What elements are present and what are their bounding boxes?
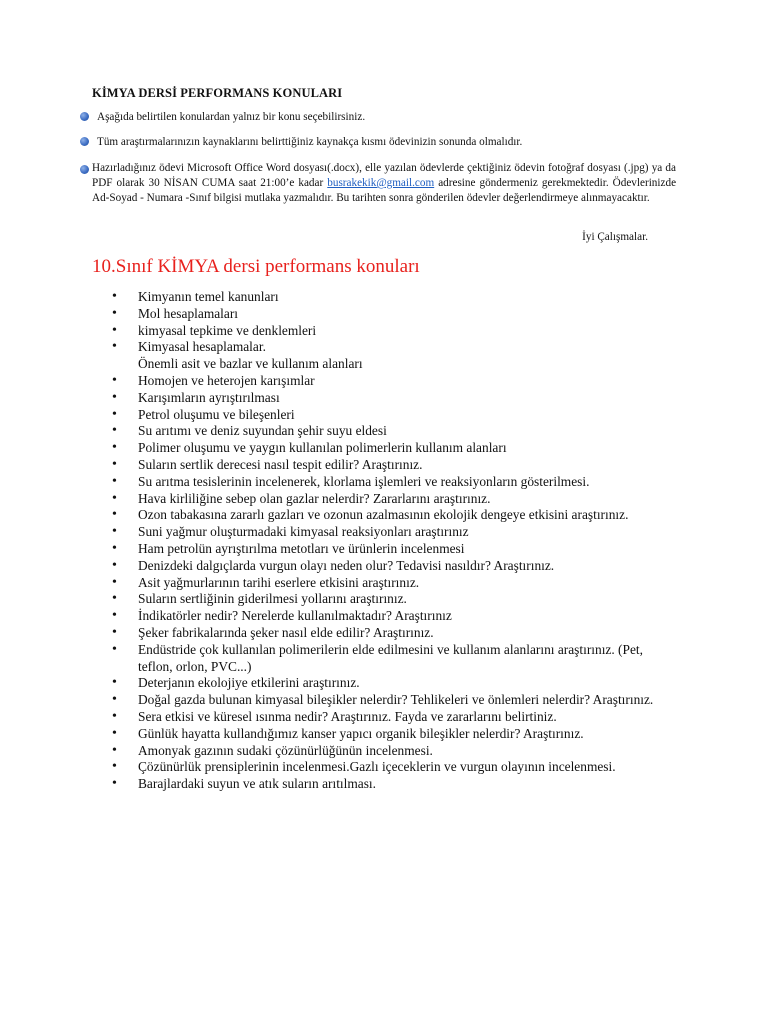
section-title: 10.Sınıf KİMYA dersi performans konuları: [92, 256, 420, 277]
topic-list-item: • Amonyak gazının sudaki çözünürlüğünün incelenmesi.: [112, 743, 672, 760]
email-link[interactable]: busrakekik@gmail.com: [327, 177, 435, 189]
topic-list: [112, 289, 672, 793]
topic-list-item: • Şeker fabrikalarında şeker nasıl elde edilir? Araştırınız.: [112, 625, 672, 642]
topic-list-item: • Deterjanın ekolojiye etkilerini araştırınız.: [112, 675, 672, 692]
topic-list-item: • Kimyanın temel kanunları: [112, 289, 672, 306]
instructions-text-after-email: adresine göndermeniz gerekmektedir. Ödevlerinizde Ad-Soyad - Numara -Sınıf bilgisi mutlaka yazmalıdır. Bu tarihten sonra gönderilen ödevler değerlendirmeye alınmayacaktır.: [92, 177, 677, 204]
topic-list-item: • Polimer oluşumu ve yaygın kullanılan polimerlerin kullanım alanları: [112, 440, 672, 457]
topic-list-item: • Homojen ve heterojen karışımlar: [112, 373, 672, 390]
topic-list-item: • Endüstride çok kullanılan polimerilerin elde edilmesini ve kullanım alanlarını araştırınız. (Pet, teflon, orlon, PVC...): [112, 642, 672, 676]
bullet-dot-icon: [80, 112, 89, 121]
topic-list-item: • kimyasal tepkime ve denklemleri: [112, 323, 672, 340]
topic-list-item: Önemli asit ve bazlar ve kullanım alanları: [138, 356, 363, 372]
topic-list-item: • Çözünürlük prensiplerinin incelenmesi.Gazlı içeceklerin ve vurgun olayının incelenmesi.: [112, 759, 672, 776]
topic-list-item: • Sera etkisi ve küresel ısınma nedir? Araştırınız. Fayda ve zararlarını belirtiniz.: [112, 709, 672, 726]
topic-list-item: • Hava kirliliğine sebep olan gazlar nelerdir? Zararlarını araştırınız.: [112, 491, 672, 508]
info-line-choose-topic: [80, 110, 680, 125]
topic-list-item: • Günlük hayatta kullandığımız kanser yapıcı organik bileşikler nelerdir? Araştırınız.: [112, 726, 672, 743]
topic-list-item: • İndikatörler nedir? Nerelerde kullanılmaktadır? Araştırınız: [112, 608, 672, 625]
topic-list-item: • Su arıtımı ve deniz suyundan şehir suyu eldesi: [112, 423, 672, 440]
topic-list-item: • Suların sertlik derecesi nasıl tespit edilir? Araştırınız.: [112, 457, 672, 474]
document-heading: KİMYA DERSİ PERFORMANS KONULARI: [92, 86, 343, 100]
topic-list-item: • Suların sertliğinin giderilmesi yollarını araştırınız.: [112, 591, 672, 608]
topic-list-item: • Barajlardaki suyun ve atık suların arıtılması.: [112, 776, 672, 793]
topic-list-item: • Ozon tabakasına zararlı gazları ve ozonun azalmasının ekolojik dengeye etkisini araştırınız.: [112, 507, 672, 524]
bullet-dot-icon: [80, 165, 89, 174]
topic-list-item: • Asit yağmurlarının tarihi eserlere etkisini araştırınız.: [112, 575, 672, 592]
topic-list-item: • Petrol oluşumu ve bileşenleri: [112, 407, 672, 424]
topic-list-item: • Denizdeki dalgıçlarda vurgun olayı neden olur? Tedavisi nasıldır? Araştırınız.: [112, 558, 672, 575]
topic-list-item: • Su arıtma tesislerinin incelenerek, klorlama işlemleri ve reaksiyonların gösterilmesi.: [112, 474, 672, 491]
info-text: Tüm araştırmalarınızın kaynaklarını belirttiğiniz kaynakça kısmı ödevinizin sonunda olmalıdır.: [97, 136, 523, 148]
info-text: Aşağıda belirtilen konulardan yalnız bir konu seçebilirsiniz.: [97, 111, 366, 123]
topic-list-item: • Ham petrolün ayrıştırılma metotları ve ürünlerin incelenmesi: [112, 541, 672, 558]
instructions-text-before-email: Hazırladığınız ödevi Microsoft Office Word dosyası(.docx), elle yazılan ödevlerde çektiğiniz ödevin fotoğraf dosyası (.jpg) ya da PDF olarak 30 NİSAN CUMA saat 21:00’e kadar: [92, 162, 676, 189]
topic-list-item: • Suni yağmur oluşturmadaki kimyasal reaksiyonları araştırınız: [112, 524, 672, 541]
submission-instructions: [92, 161, 676, 206]
signoff-text: İyi Çalışmalar.: [582, 231, 648, 243]
topic-list-item: • Kimyasal hesaplamalar.: [112, 339, 672, 356]
topic-list-item: • Karışımların ayrıştırılması: [112, 390, 672, 407]
topic-list-item: • Mol hesaplamaları: [112, 306, 672, 323]
info-line-sources: [80, 135, 680, 150]
bullet-dot-icon: [80, 137, 89, 146]
topic-list-item: • Doğal gazda bulunan kimyasal bileşikler nelerdir? Tehlikeleri ve önlemleri nelerdir? Araştırınız.: [112, 692, 672, 709]
